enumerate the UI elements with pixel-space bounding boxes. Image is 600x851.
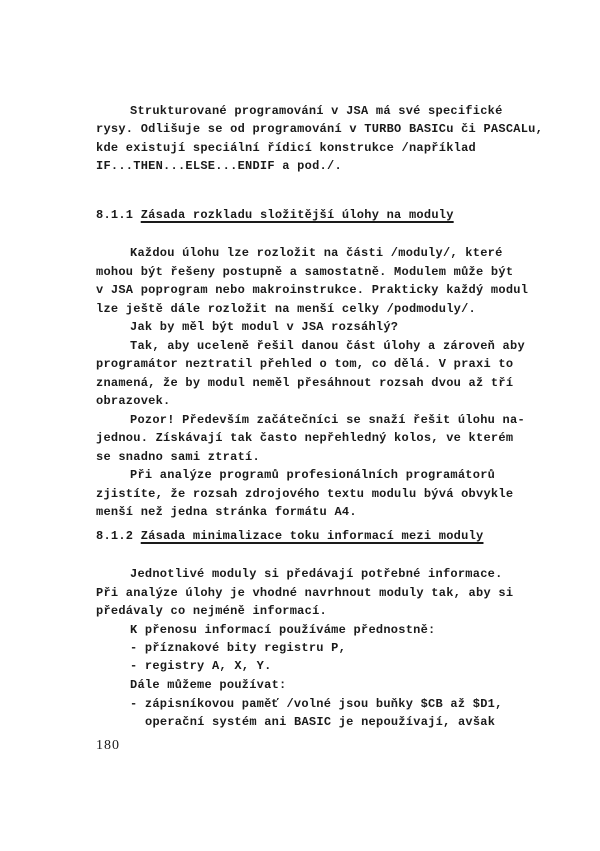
section-number: 8.1.2 [96,529,134,543]
text-line: předávaly co nejméně informací. [96,604,327,618]
list-item: - zápisníkovou paměť /volné jsou buňky $CB až $D1, [130,697,503,711]
text-line: znamená, že by modul neměl přesáhnout rozsah dvou až tří [96,376,514,390]
text-line: Strukturované programování v JSA má své specifické [130,104,503,118]
text-line: Tak, aby uceleně řešil danou část úlohy a zároveň aby [130,339,525,353]
text-line: Při analýze programů profesionálních programátorů [130,468,496,482]
list-item: - příznakové bity registru P, [130,641,347,655]
text-line: Dále můžeme používat: [130,678,287,692]
text-line: jednou. Získávají tak často nepřehledný kolos, ve kterém [96,431,514,445]
text-line: menší než jedna stránka formátu A4. [96,505,357,519]
section-heading-8-1-2 [96,529,483,543]
list-item: - registry A, X, Y. [130,659,272,673]
text-line: Jak by měl být modul v JSA rozsáhlý? [130,320,399,334]
text-line: rysy. Odlišuje se od programování v TURBO BASICu či PASCALu, [96,122,544,136]
text-line: IF...THEN...ELSE...ENDIF a pod./. [96,159,342,173]
text-line: kde existují speciální řídicí konstrukce /například [96,141,477,155]
text-line: v JSA poprogram nebo makroinstrukce. Prakticky každý modul [96,283,529,297]
text-line: mohou být řešeny postupně a samostatně. Modulem může být [96,265,514,279]
text-line: Každou úlohu lze rozložit na části /moduly/, které [130,246,503,260]
text-line: se snadno sami ztratí. [96,450,260,464]
text-line: K přenosu informací používáme přednostně: [130,623,436,637]
section-heading-8-1-1 [96,208,454,222]
text-line: Pozor! Především začátečníci se snaží řešit úlohu na- [130,413,525,427]
text-line: programátor neztratil přehled o tom, co dělá. V praxi to [96,357,514,371]
text-line: lze ještě dále rozložit na menší celky /podmoduly/. [96,302,477,316]
text-line: Při analýze úlohy je vhodné navrhnout moduly tak, aby si [96,586,514,600]
section-title: Zásada rozkladu složitější úlohy na moduly [140,208,454,222]
section-number: 8.1.1 [96,208,134,222]
text-line: zjistíte, že rozsah zdrojového textu modulu bývá obvykle [96,487,514,501]
text-line: Jednotlivé moduly si předávají potřebné informace. [130,567,503,581]
section-title: Zásada minimalizace toku informací mezi moduly [140,529,484,543]
text-line: obrazovek. [96,394,171,408]
page-number: 180 [96,738,120,753]
list-item-continuation: operační systém ani BASIC je nepoužívají, avšak [145,715,496,729]
